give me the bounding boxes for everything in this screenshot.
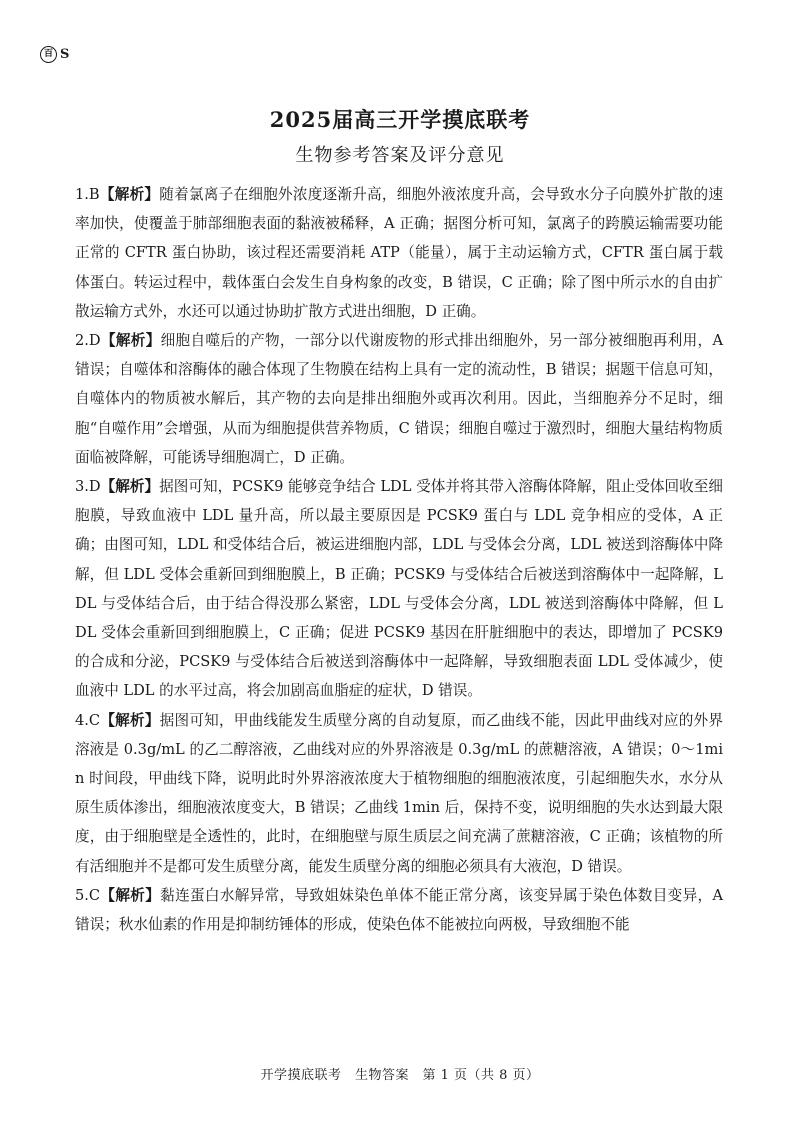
- page-footer: 开学摸底联考 生物答案 第 1 页（共 8 页）: [260, 1068, 540, 1083]
- answer-list: [75, 180, 723, 939]
- analysis-tag: 【解析】: [99, 186, 160, 203]
- answer-5: [75, 881, 723, 939]
- document-title: 2025届高三开学摸底联考: [269, 107, 531, 132]
- answer-text: 黏连蛋白水解异常，导致姐妹染色单体不能正常分离，该变异属于染色体数目变异，A 错误；秋水仙素的作用是抑制纺锤体的形成，使染色体不能被拉向两极，导致细胞不能: [75, 886, 723, 934]
- answer-4: [75, 706, 723, 881]
- answer-number: 5.C: [75, 886, 101, 904]
- answer-3: [75, 472, 723, 706]
- answer-2: [75, 326, 723, 472]
- document-subtitle: 生物参考答案及评分意见: [295, 145, 505, 166]
- analysis-tag: 【解析】: [100, 711, 160, 729]
- answer-text: 细胞自噬后的产物，一部分以代谢废物的形式排出细胞外，另一部分被细胞再利用，A 错误；自噬体和溶酶体的融合体现了生物膜在结构上具有一定的流动性，B 错误；据题干信息可知，自噬体内的物质被水解后，其产物的去向是排出细胞外或再次利用。因此，当细胞养分不足时，细胞“自噬作用”会增强，从而为细胞提供营养物质，C 错误；细胞自噬过于激烈时，细胞大量结构物质面临被降解，可能诱导细胞凋亡，D 正确。: [75, 332, 723, 466]
- logo-letter: S: [60, 47, 70, 62]
- analysis-tag: 【解析】: [100, 886, 161, 904]
- answer-number: 4.C: [75, 711, 101, 729]
- publisher-logo: [40, 46, 69, 63]
- answer-text: 随着氯离子在细胞外浓度逐渐升高，细胞外液浓度升高，会导致水分子向膜外扩散的速率加快，使覆盖于肺部细胞表面的黏液被稀释，A 正确；据图分析可知，氯离子的跨膜运输需要功能正常的 CFTR 蛋白协助，该过程还需要消耗 ATP（能量），属于主动运输方式，CFTR 蛋白属于载体蛋白。转运过程中，载体蛋白会发生自身构象的改变，B 错误，C 正确；除了图中所示水的自由扩散运输方式外，水还可以通过协助扩散方式进出细胞，D 正确。: [75, 186, 723, 320]
- analysis-tag: 【解析】: [100, 332, 161, 350]
- answer-text: 据图可知，甲曲线能发生质壁分离的自动复原，而乙曲线不能，因此甲曲线对应的外界溶液是 0.3g/mL 的乙二醇溶液，乙曲线对应的外界溶液是 0.3g/mL 的蔗糖溶液，A 错误；0～1min 时间段，甲曲线下降，说明此时外界溶液浓度大于植物细胞的细胞液浓度，引起细胞失水，水分从原生质体渗出，细胞液浓度变大，B 错误；乙曲线 1min 后，保持不变，说明细胞的失水达到最大限度，由于细胞壁是全透性的，此时，在细胞壁与原生质层之间充满了蔗糖溶液，C 正确；该植物的所有活细胞并不是都可发生质壁分离，能发生质壁分离的细胞必须具有大液泡，D 错误。: [75, 711, 723, 875]
- answer-number: 1.B: [75, 186, 100, 203]
- logo-circle-icon: 百: [40, 46, 57, 63]
- answer-text: 据图可知，PCSK9 能够竞争结合 LDL 受体并将其带入溶酶体降解，阻止受体回收至细胞膜，导致血液中 LDL 量升高，所以最主要原因是 PCSK9 蛋白与 LDL 竞争相应的受体，A 正确；由图可知，LDL 和受体结合后，被运进细胞内部，LDL 与受体会分离，LDL 被送到溶酶体中降解，但 LDL 受体会重新回到细胞膜上，B 正确；PCSK9 与受体结合后被送到溶酶体中一起降解，LDL 与受体结合后，由于结合得没那么紧密，LDL 与受体会分离，LDL 被送到溶酶体中降解，但 LDL 受体会重新回到细胞膜上，C 正确；促进 PCSK9 基因在肝脏细胞中的表达，即增加了 PCSK9 的合成和分泌，PCSK9 与受体结合后被送到溶酶体中一起降解，导致细胞表面 LDL 受体减少，使血液中 LDL 的水平过高，将会加剧高血脂症的症状，D 错误。: [75, 478, 723, 700]
- answer-1: [75, 180, 723, 326]
- analysis-tag: 【解析】: [100, 478, 160, 496]
- answer-number: 2.D: [75, 332, 101, 350]
- answer-number: 3.D: [75, 478, 101, 496]
